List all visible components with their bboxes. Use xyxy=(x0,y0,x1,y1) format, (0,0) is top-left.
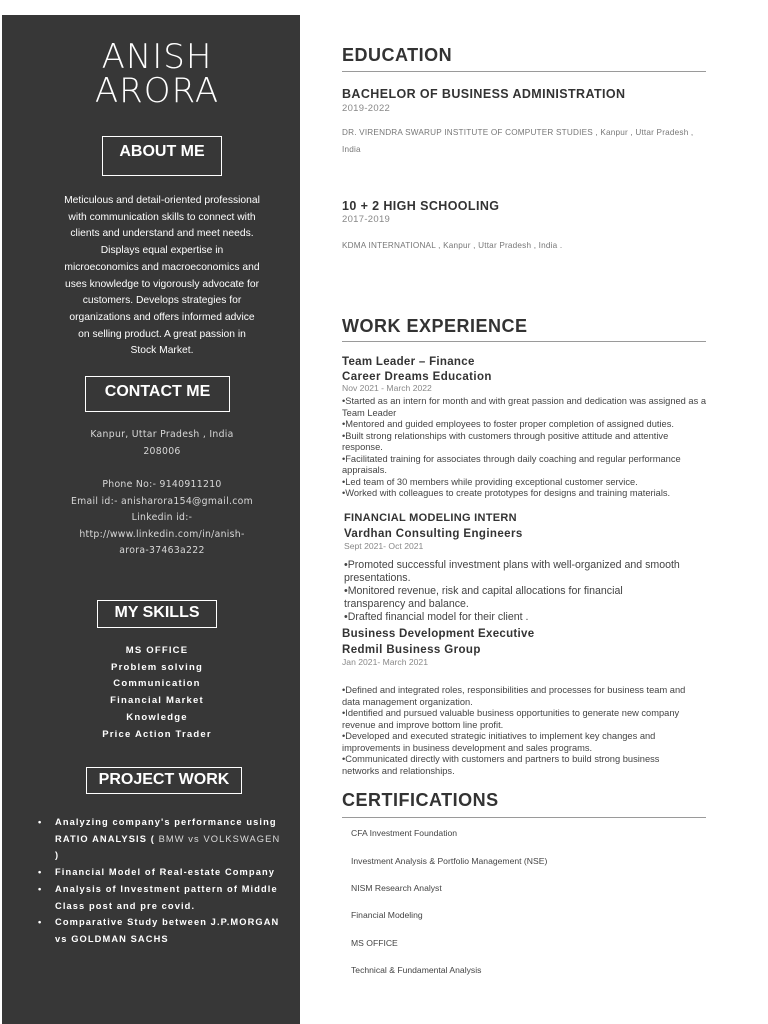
job-bullet: •Started as an intern for month and with great passion and dedication was assigned as a Team Leader xyxy=(342,396,706,418)
job-bullet: •Worked with colleagues to create prototypes for designs and training materials. xyxy=(342,488,671,498)
job-bullets xyxy=(342,396,706,500)
linkedin-url-line1[interactable]: http://www.linkedin.com/in/anish- xyxy=(79,528,245,540)
job-company: Vardhan Consulting Engineers xyxy=(344,528,523,540)
job-dates: Jan 2021- March 2021 xyxy=(342,657,428,667)
skill-item: Price Action Trader xyxy=(102,728,212,740)
job-title: Team Leader – Finance xyxy=(342,356,475,368)
project-item: • Financial Model of Real-estate Company xyxy=(38,864,283,881)
education-institution: KDMA INTERNATIONAL , Kanpur , Uttar Pradesh , India . xyxy=(342,241,563,250)
education-years: 2019-2022 xyxy=(342,103,391,114)
skills-list xyxy=(57,643,257,743)
job-bullets xyxy=(344,559,684,624)
job-bullet: •Identified and pursued valuable business opportunities to generate new company revenue and improve bottom line profit. xyxy=(342,708,680,730)
project-work-heading: PROJECT WORK xyxy=(86,767,242,794)
work-experience-heading: WORK EXPERIENCE xyxy=(342,316,528,336)
certification-item: CFA Investment Foundation xyxy=(351,828,458,838)
contact-details xyxy=(57,427,267,560)
job-bullet: •Built strong relationships with customers through positive attitude and attentive response. xyxy=(342,430,669,452)
work-divider xyxy=(342,341,706,342)
skill-item: Knowledge xyxy=(126,711,188,723)
project-item: • Comparative Study between J.P.MORGAN vs GOLDMAN SACHS xyxy=(38,914,283,947)
skill-item: Communication xyxy=(113,678,201,690)
job-bullet: •Mentored and guided employees to foster proper completion of assigned duties. xyxy=(342,419,674,429)
job-bullet: •Led team of 30 members while providing exceptional customer service. xyxy=(342,476,638,487)
job-bullet: •Promoted successful investment plans with well-organized and smooth presentations. xyxy=(344,559,680,584)
education-degree: BACHELOR OF BUSINESS ADMINISTRATION xyxy=(342,87,626,101)
certification-item: MS OFFICE xyxy=(351,938,398,948)
job-bullet: •Drafted financial model for their client . xyxy=(344,611,529,623)
about-me-heading: ABOUT ME xyxy=(102,136,222,176)
education-degree: 10 + 2 HIGH SCHOOLING xyxy=(342,199,500,213)
contact-linkedin-url[interactable] xyxy=(57,527,267,560)
job-bullet: •Communicated directly with customers and partners to build strong business networks and relationships. xyxy=(342,754,660,776)
job-bullet: •Developed and executed strategic initiatives to implement key changes and improvements in business development and sales programs. xyxy=(342,731,656,753)
job-bullet: •Monitored revenue, risk and capital allocations for financial transparency and balance. xyxy=(344,585,623,610)
sidebar xyxy=(2,15,300,1024)
job-company: Redmil Business Group xyxy=(342,644,481,656)
certifications-heading: CERTIFICATIONS xyxy=(342,790,499,810)
job-title: FINANCIAL MODELING INTERN xyxy=(344,512,517,524)
contact-phone[interactable]: Phone No:- 9140911210 xyxy=(102,479,222,490)
job-bullet: •Defined and integrated roles, responsibilities and processes for business team and data management organization. xyxy=(342,685,686,707)
name-last: ARORA xyxy=(94,71,220,111)
skill-item: Problem solving xyxy=(111,661,203,673)
education-years: 2017-2019 xyxy=(342,214,391,225)
education-divider xyxy=(342,71,706,72)
skill-item: Financial Market xyxy=(110,695,204,707)
job-company: Career Dreams Education xyxy=(342,371,492,383)
about-me-text: Meticulous and detail-oriented professional with communication skills to connect with clients and understand and meet needs. Displays equal expertise in microeconomics and macroeconomics and uses knowledge to vigorously advocate for customers. Develops strategies for organizations and offers informed advice on selling product. A great passion in Stock Market. xyxy=(64,195,260,357)
contact-me-heading: CONTACT ME xyxy=(85,376,230,412)
contact-pincode: 208006 xyxy=(143,445,181,457)
project-item: • Analyzing company's performance using RATIO ANALYSIS ( BMW vs VOLKSWAGEN ) xyxy=(38,814,283,864)
my-skills-heading: MY SKILLS xyxy=(97,600,217,628)
certification-item: NISM Research Analyst xyxy=(351,883,442,893)
project-list xyxy=(38,814,283,948)
job-bullets xyxy=(342,685,697,777)
candidate-name xyxy=(2,37,312,111)
contact-email[interactable]: Email id:- anisharora154@gmail.com xyxy=(71,495,253,507)
certification-item: Investment Analysis & Portfolio Management (NSE) xyxy=(351,856,548,866)
certification-item: Financial Modeling xyxy=(351,910,423,920)
job-dates: Nov 2021 - March 2022 xyxy=(342,383,432,393)
job-dates: Sept 2021- Oct 2021 xyxy=(344,541,424,551)
job-title: Business Development Executive xyxy=(342,628,535,640)
name-first: ANISH xyxy=(101,37,213,77)
education-institution: DR. VIRENDRA SWARUP INSTITUTE OF COMPUTER STUDIES , Kanpur , Uttar Pradesh , India xyxy=(342,128,694,154)
linkedin-url-line2[interactable]: arora-37463a222 xyxy=(119,545,205,556)
education-heading: EDUCATION xyxy=(342,45,453,65)
certification-item: Technical & Fundamental Analysis xyxy=(351,965,482,975)
job-bullet: •Facilitated training for associates through daily coaching and regular performance appraisals. xyxy=(342,453,681,475)
certifications-divider xyxy=(342,817,706,818)
skill-item: MS OFFICE xyxy=(125,645,189,656)
contact-linkedin-label: Linkedin id:- xyxy=(131,512,193,523)
contact-address: Kanpur, Uttar Pradesh , India xyxy=(90,429,234,440)
project-item: • Analysis of Investment pattern of Middle Class post and pre covid. xyxy=(38,881,283,914)
